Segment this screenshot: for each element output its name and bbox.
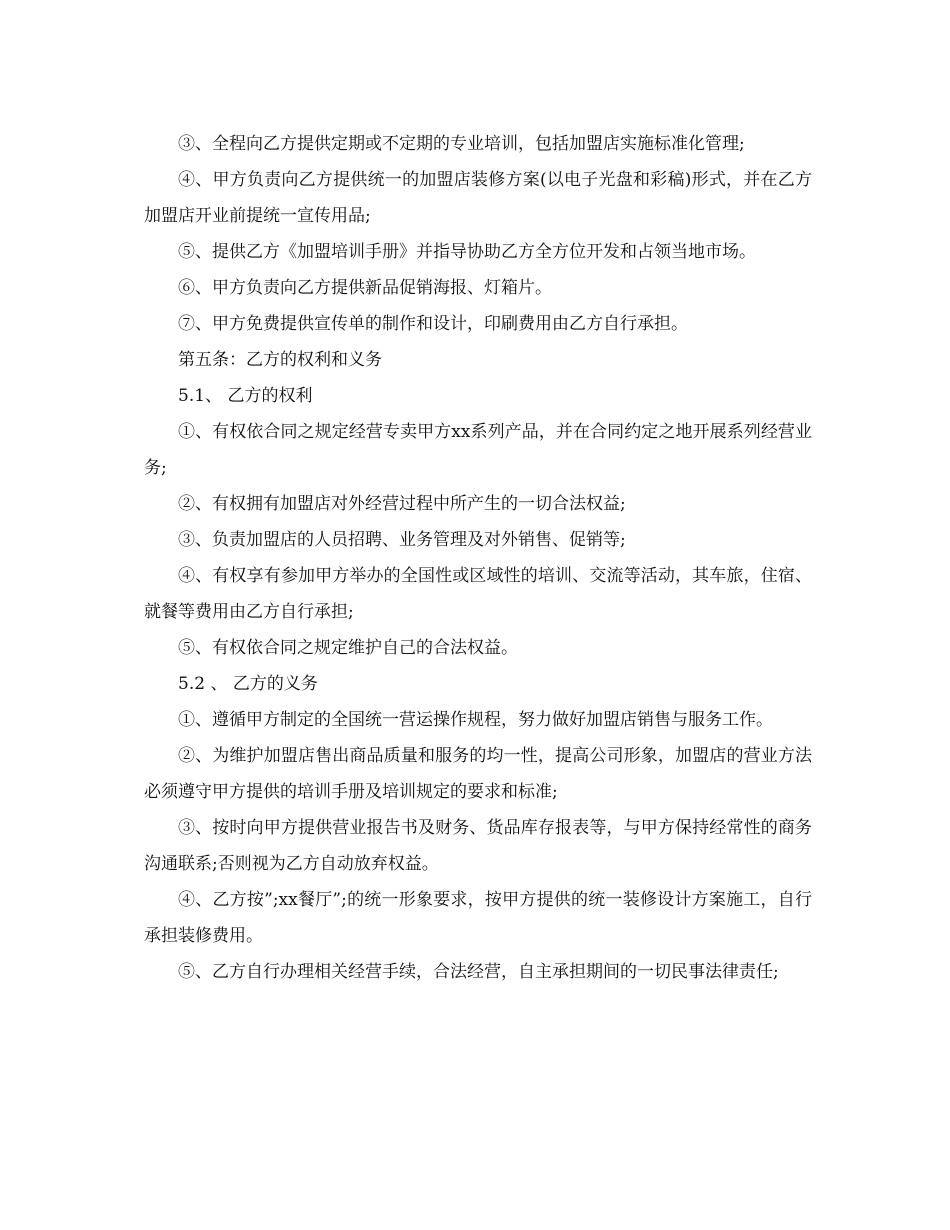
right-item-4: ④、有权享有参加甲方举办的全国性或区域性的培训、交流等活动，其车旅，住宿、就餐等费用由乙方自行承担; xyxy=(144,566,812,622)
paragraph-decoration-plan: ④、甲方负责向乙方提供统一的加盟店装修方案(以电子光盘和彩稿)形式，并在乙方加盟店开业前提统一宣传用品; xyxy=(144,170,812,226)
paragraph-promo-posters: ⑥、甲方负责向乙方提供新品促销海报、灯箱片。 xyxy=(178,278,552,298)
right-item-2: ②、有权拥有加盟店对外经营过程中所产生的一切合法权益; xyxy=(178,494,626,514)
right-item-1: ①、有权依合同之规定经营专卖甲方xx系列产品，并在合同约定之地开展系列经营业务; xyxy=(144,422,812,478)
article-five-heading: 第五条：乙方的权利和义务 xyxy=(178,350,382,370)
paragraph-flyers: ⑦、甲方免费提供宣传单的制作和设计，印刷费用由乙方自行承担。 xyxy=(178,314,688,334)
paragraph-training-manual: ⑤、提供乙方《加盟培训手册》并指导协助乙方全方位开发和占领当地市场。 xyxy=(178,242,756,262)
right-item-5: ⑤、有权依合同之规定维护自己的合法权益。 xyxy=(178,638,518,658)
obligation-item-4: ④、乙方按”;xx餐厅”;的统一形象要求，按甲方提供的统一装修设计方案施工，自行承担装修费用。 xyxy=(144,890,812,946)
obligation-item-3: ③、按时向甲方提供营业报告书及财务、货品库存报表等，与甲方保持经常性的商务沟通联系;否则视为乙方自动放弃权益。 xyxy=(144,818,812,874)
section-5-2-heading: 5.2 、 乙方的义务 xyxy=(178,674,318,694)
obligation-item-1: ①、遵循甲方制定的全国统一营运操作规程，努力做好加盟店销售与服务工作。 xyxy=(178,710,773,730)
section-5-1-heading: 5.1、 乙方的权利 xyxy=(178,386,313,406)
right-item-3: ③、负责加盟店的人员招聘、业务管理及对外销售、促销等; xyxy=(178,530,626,550)
obligation-item-5: ⑤、乙方自行办理相关经营手续，合法经营，自主承担期间的一切民事法律责任; xyxy=(178,962,779,982)
obligation-item-2: ②、为维护加盟店售出商品质量和服务的均一性，提高公司形象，加盟店的营业方法必须遵守甲方提供的培训手册及培训规定的要求和标准; xyxy=(144,746,812,802)
paragraph-training: ③、全程向乙方提供定期或不定期的专业培训，包括加盟店实施标准化管理; xyxy=(178,134,745,154)
document-body xyxy=(144,126,812,990)
